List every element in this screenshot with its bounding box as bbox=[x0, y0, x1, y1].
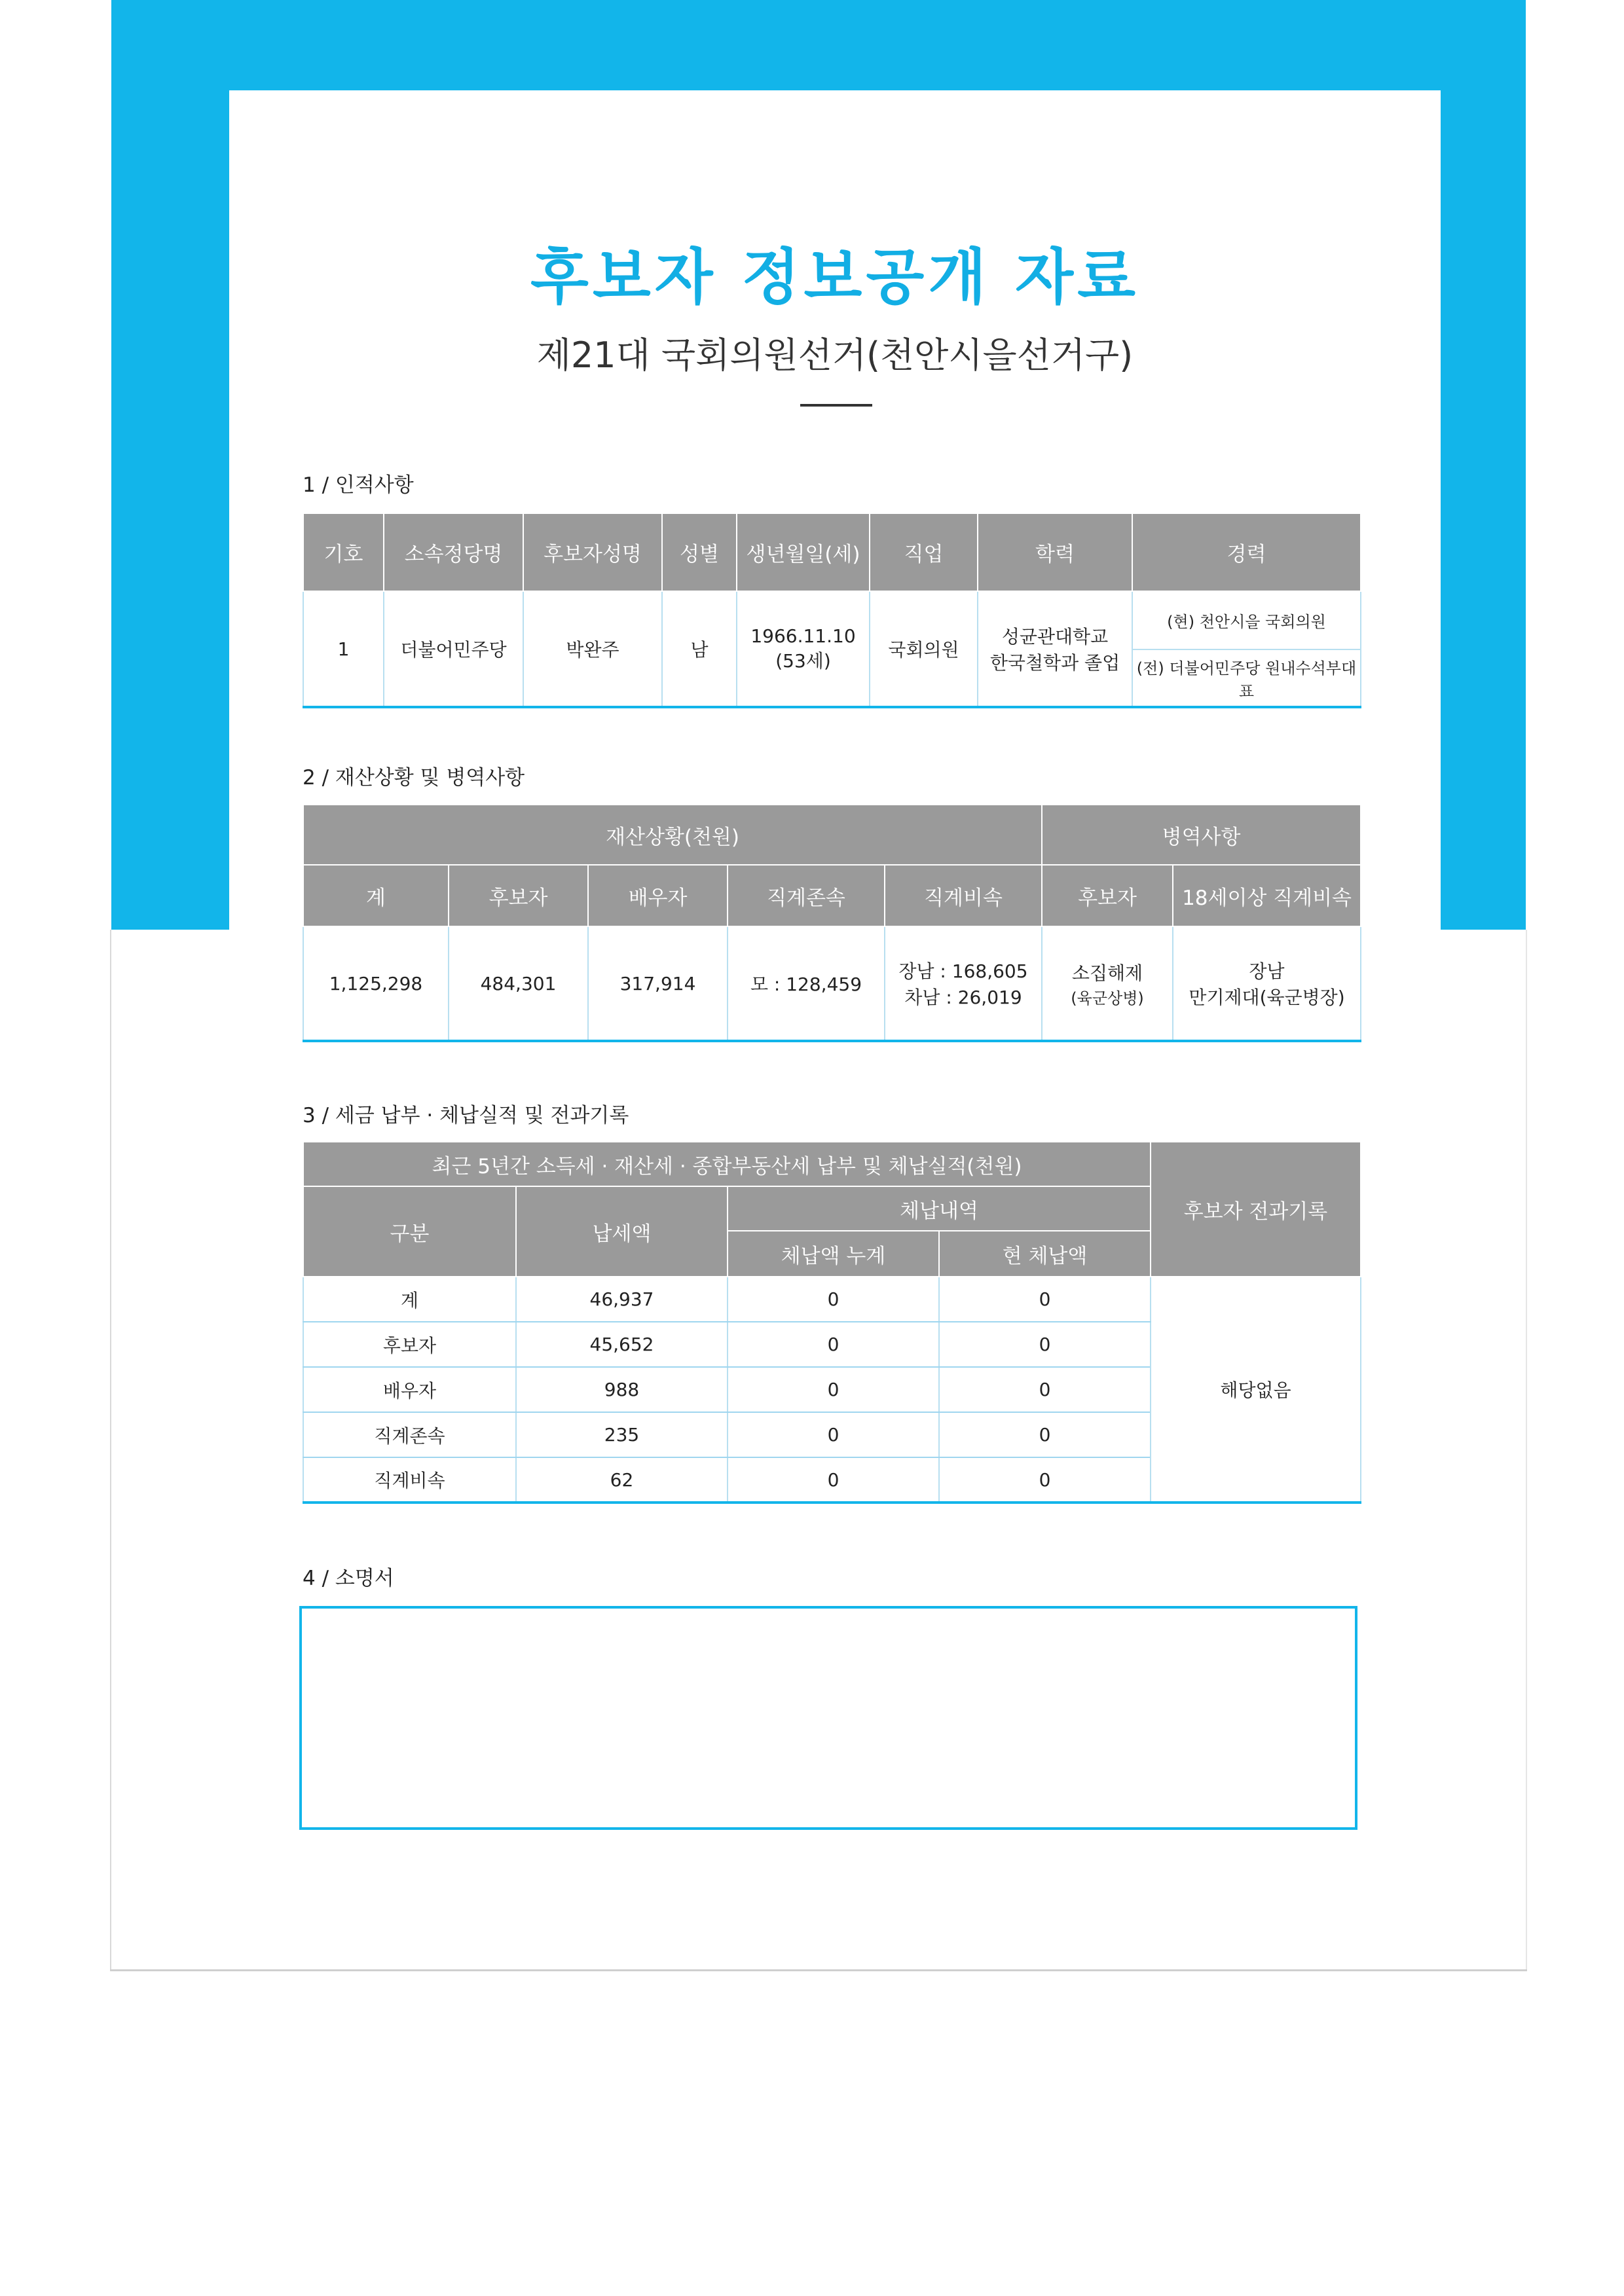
header-tax-group: 최근 5년간 소득세 · 재산세 · 종합부동산세 납부 및 체납실적(천원) bbox=[303, 1142, 1151, 1186]
header-military-child: 18세이상 직계비속 bbox=[1173, 865, 1361, 926]
military-candidate-line-2: (육군상병) bbox=[1071, 989, 1144, 1008]
cell-number: 1 bbox=[303, 591, 384, 707]
tax-criminal-table bbox=[303, 1141, 1361, 1504]
cell-arrears-current: 0 bbox=[939, 1277, 1151, 1322]
header-spouse: 배우자 bbox=[588, 865, 728, 926]
cell-military-child bbox=[1173, 926, 1361, 1041]
birth-date-value: 1966.11.10 bbox=[750, 625, 856, 647]
header-tax-paid: 납세액 bbox=[516, 1186, 728, 1277]
cell-party: 더불어민주당 bbox=[384, 591, 523, 707]
cell-arrears-current: 0 bbox=[939, 1412, 1151, 1457]
cell-property-descendant bbox=[885, 926, 1042, 1041]
header-job: 직업 bbox=[870, 513, 978, 591]
header-education: 학력 bbox=[978, 513, 1132, 591]
age-value: (53세) bbox=[775, 649, 831, 672]
header-candidate-name: 후보자성명 bbox=[523, 513, 662, 591]
header-property-group: 재산상황(천원) bbox=[303, 805, 1042, 865]
header-military-candidate: 후보자 bbox=[1042, 865, 1173, 926]
military-child-line-1: 장남 bbox=[1249, 960, 1285, 982]
title-divider bbox=[800, 404, 872, 407]
cell-arrears-cumulative: 0 bbox=[728, 1322, 939, 1367]
cell-category: 직계비속 bbox=[303, 1457, 516, 1503]
cell-tax-paid: 235 bbox=[516, 1412, 728, 1457]
section-1-label: 1 / 인적사항 bbox=[303, 473, 414, 497]
cell-tax-paid: 62 bbox=[516, 1457, 728, 1503]
header-birth-date: 생년월일(세) bbox=[737, 513, 870, 591]
header-gender: 성별 bbox=[662, 513, 737, 591]
cell-education bbox=[978, 591, 1132, 707]
education-line-1: 성균관대학교 bbox=[1001, 626, 1109, 647]
cell-category: 계 bbox=[303, 1277, 516, 1322]
cell-birth-date bbox=[737, 591, 870, 707]
section-2-label: 2 / 재산상황 및 병역사항 bbox=[303, 766, 525, 790]
cell-arrears-current: 0 bbox=[939, 1322, 1151, 1367]
header-military-group: 병역사항 bbox=[1042, 805, 1361, 865]
descendant-line-1: 장남 : 168,605 bbox=[898, 960, 1028, 982]
header-party: 소속정당명 bbox=[384, 513, 523, 591]
document-title: 후보자 정보공개 자료 bbox=[530, 242, 1139, 312]
page-edge-right bbox=[1526, 930, 1527, 1971]
career-former: (전) 더불어민주당 원내수석부대표 bbox=[1132, 649, 1361, 707]
cell-property-spouse: 317,914 bbox=[588, 926, 728, 1041]
cell-property-candidate: 484,301 bbox=[449, 926, 588, 1041]
military-candidate-line-1: 소집해제 bbox=[1071, 962, 1143, 984]
cell-tax-paid: 988 bbox=[516, 1367, 728, 1412]
cell-category: 직계존속 bbox=[303, 1412, 516, 1457]
header-career: 경력 bbox=[1132, 513, 1361, 591]
section-4-label: 4 / 소명서 bbox=[303, 1567, 394, 1590]
table-row bbox=[303, 1277, 1361, 1322]
cell-gender: 남 bbox=[662, 591, 737, 707]
header-category: 구분 bbox=[303, 1186, 516, 1277]
cell-property-total: 1,125,298 bbox=[303, 926, 449, 1041]
cell-arrears-current: 0 bbox=[939, 1367, 1151, 1412]
page-edge-bottom bbox=[110, 1969, 1527, 1971]
cell-tax-paid: 45,652 bbox=[516, 1322, 728, 1367]
cell-criminal-record: 해당없음 bbox=[1151, 1277, 1361, 1503]
header-candidate: 후보자 bbox=[449, 865, 588, 926]
military-child-line-2: 만기제대(육군병장) bbox=[1189, 987, 1345, 1008]
cell-job: 국회의원 bbox=[870, 591, 978, 707]
cell-category: 배우자 bbox=[303, 1367, 516, 1412]
document-subtitle: 제21대 국회의원선거(천안시을선거구) bbox=[536, 335, 1134, 376]
header-arrears: 체납내역 bbox=[728, 1186, 1151, 1231]
cell-arrears-current: 0 bbox=[939, 1457, 1151, 1503]
cell-property-ascendant: 모 : 128,459 bbox=[728, 926, 885, 1041]
cell-arrears-cumulative: 0 bbox=[728, 1412, 939, 1457]
page-edge-left bbox=[110, 930, 111, 1971]
education-line-2: 한국철학과 졸업 bbox=[989, 652, 1120, 674]
property-military-table bbox=[303, 804, 1361, 1042]
header-arrears-cumulative: 체납액 누계 bbox=[728, 1231, 939, 1277]
section-3-label: 3 / 세금 납부 · 체납실적 및 전과기록 bbox=[303, 1104, 629, 1127]
cell-category: 후보자 bbox=[303, 1322, 516, 1367]
cell-tax-paid: 46,937 bbox=[516, 1277, 728, 1322]
cell-military-candidate bbox=[1042, 926, 1173, 1041]
statement-box bbox=[299, 1606, 1357, 1830]
career-current: (현) 천안시을 국회의원 bbox=[1132, 591, 1361, 649]
cell-candidate-name: 박완주 bbox=[523, 591, 662, 707]
header-criminal-record: 후보자 전과기록 bbox=[1151, 1142, 1361, 1277]
header-ascendant: 직계존속 bbox=[728, 865, 885, 926]
header-number: 기호 bbox=[303, 513, 384, 591]
descendant-line-2: 차남 : 26,019 bbox=[904, 987, 1022, 1008]
header-descendant: 직계비속 bbox=[885, 865, 1042, 926]
cell-arrears-cumulative: 0 bbox=[728, 1277, 939, 1322]
header-arrears-current: 현 체납액 bbox=[939, 1231, 1151, 1277]
header-total: 계 bbox=[303, 865, 449, 926]
cell-arrears-cumulative: 0 bbox=[728, 1457, 939, 1503]
cell-arrears-cumulative: 0 bbox=[728, 1367, 939, 1412]
personal-info-table bbox=[303, 513, 1361, 708]
